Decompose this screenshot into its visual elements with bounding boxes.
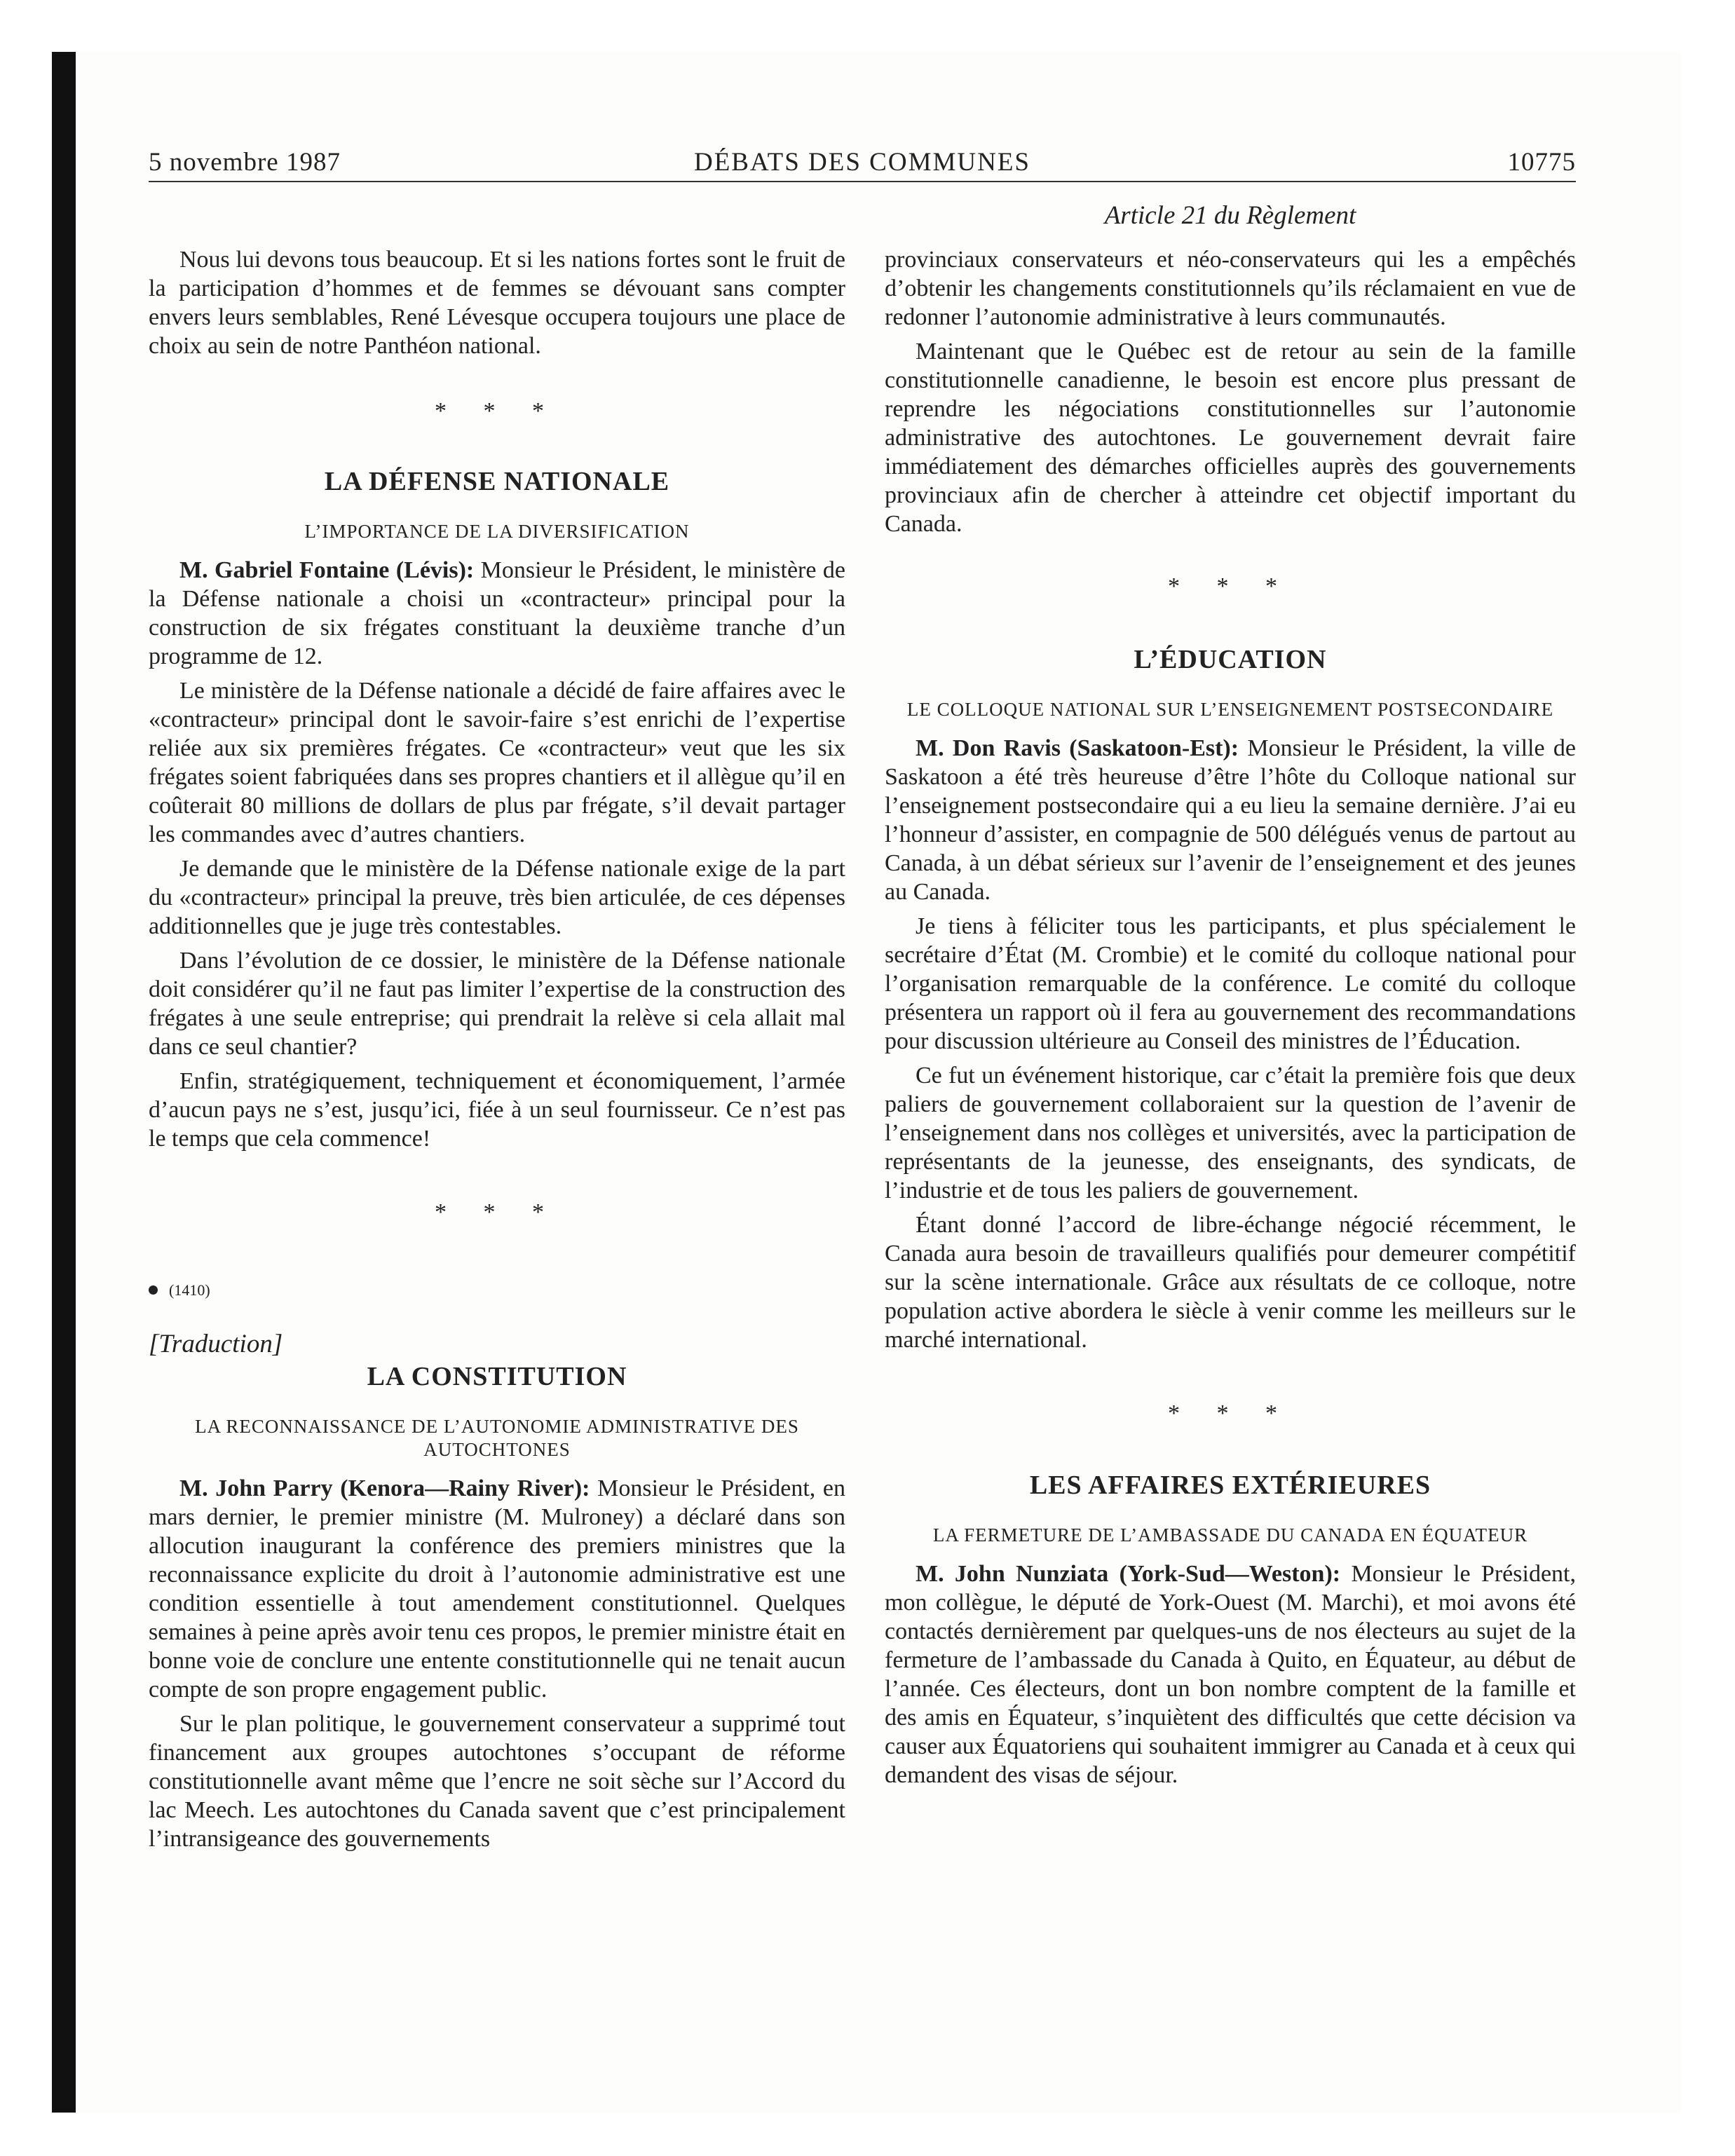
- speaker-name: M. Don Ravis (Saskatoon-Est):: [916, 735, 1239, 761]
- section-separator: * * *: [435, 398, 559, 424]
- section-title-education: L’ÉDUCATION: [1134, 645, 1327, 674]
- speech-paragraph: Ce fut un événement historique, car c’était la première fois que deux paliers de gouvernement collaboraient sur la question de l’avenir de l’enseignement dans nos collèges et universités, avec la participation de représentants de la jeunesse, des enseignants, des syndicats, de l’industrie et de tous les paliers de gouvernement.: [885, 1063, 1576, 1203]
- section-title-constitution: LA CONSTITUTION: [367, 1362, 627, 1391]
- speech-paragraph: Enfin, stratégiquement, techniquement et économiquement, l’armée d’aucun pays ne s’est, jusqu’ici, fiée à un seul fournisseur. Ce n’est pas le temps que cela commence!: [149, 1068, 845, 1152]
- header-page-number: 10775: [1507, 148, 1576, 177]
- translation-note: [Traduction]: [149, 1330, 283, 1358]
- speech-paragraph: M. Don Ravis (Saskatoon-Est): Monsieur le Président, la ville de Saskatoon a été très heureuse d’être l’hôte du Colloque national sur l’enseignement postsecondaire qui a eu lieu la semaine dernière. J’ai eu l’honneur d’assister, en compagnie de 500 délégués venus de partout au Canada, à un débat sérieux sur l’avenir de l’enseignement et des jeunes au Canada.: [885, 735, 1576, 905]
- time-marker: (1410): [149, 1276, 845, 1304]
- section-subtitle-education: LE COLLOQUE NATIONAL SUR L’ENSEIGNEMENT POSTSECONDAIRE: [906, 699, 1554, 720]
- page-header: [149, 147, 1576, 182]
- section-title-defense: LA DÉFENSE NATIONALE: [324, 467, 670, 496]
- speech-paragraph: M. Gabriel Fontaine (Lévis): Monsieur le Président, le ministère de la Défense nationale a choisi un «contracteur» principal pour la construction de six frégates constituant la deuxième tranche d’un programme de 12.: [149, 557, 845, 669]
- speech-paragraph: Je tiens à féliciter tous les participants, et plus spécialement le secrétaire d’État (M. Crombie) et le comité du colloque national pour l’organisation remarquable de la conférence. Le comité du colloque présentera un rapport où il fera au gouvernement des recommandations pour discussion ultérieure au Conseil des ministres de l’Éducation.: [885, 913, 1576, 1054]
- section-subtitle-defense: L’IMPORTANCE DE LA DIVERSIFICATION: [304, 521, 690, 542]
- section-separator: * * *: [435, 1199, 559, 1225]
- intro-paragraph: Nous lui devons tous beaucoup. Et si les nations fortes sont le fruit de la participation d’hommes et de femmes se dévouant sans compter envers leurs semblables, René Lévesque occupera toujours une place de choix au sein de notre Panthéon national.: [149, 247, 845, 359]
- speech-paragraph: Sur le plan politique, le gouvernement conservateur a supprimé tout financement aux groupes autochtones s’occupant de réforme constitutionnelle avant même que l’encre ne soit sèche sur l’Accord du lac Meech. Les autochtones du Canada savent que c’est principalement l’intransigeance des gouvernements: [149, 1711, 845, 1852]
- section-separator: * * *: [1168, 573, 1293, 599]
- header-date: 5 novembre 1987: [149, 148, 341, 177]
- speech-paragraph: M. John Nunziata (York-Sud—Weston): Monsieur le Président, mon collègue, le député de York-Ouest (M. Marchi), et moi avons été contactés dernièrement par quelques-uns de nos électeurs au sujet de la fermeture de l’ambassade du Canada à Quito, en Équateur, au début de l’année. Ces électeurs, dont un bon nombre comptent de la famille et des amis en Équateur, s’inquiètent des difficultés que cette décision va causer aux Équatoriens qui souhaitent immigrer au Canada et à ceux qui demandent des visas de séjour.: [885, 1561, 1576, 1788]
- right-column: [885, 245, 1576, 1795]
- speech-paragraph: Le ministère de la Défense nationale a décidé de faire affaires avec le «contracteur» principal dont le savoir-faire s’est enrichi de l’expertise reliée aux six premières frégates. Ce «contracteur» veut que les six frégates soient fabriquées dans ses propres chantiers et il allègue qu’il en coûterait 80 millions de dollars de plus par frégate, s’il devait partager les commandes avec d’autres chantiers.: [149, 678, 845, 847]
- speech-paragraph: Je demande que le ministère de la Défense nationale exige de la part du «contracteur» principal la preuve, très bien articulée, de ces dépenses additionnelles que je juge très contestables.: [149, 856, 845, 939]
- speaker-name: M. John Parry (Kenora—Rainy River):: [179, 1475, 590, 1501]
- section-subtitle-foreign-affairs: LA FERMETURE DE L’AMBASSADE DU CANADA EN ÉQUATEUR: [932, 1524, 1528, 1546]
- section-title-foreign-affairs: LES AFFAIRES EXTÉRIEURES: [1029, 1471, 1431, 1500]
- continued-paragraph: provinciaux conservateurs et néo-conservateurs qui les a empêchés d’obtenir les changements constitutionnels qu’ils réclamaient en vue de redonner l’autonomie administrative à leurs communautés.: [885, 247, 1576, 330]
- section-separator: * * *: [1168, 1400, 1293, 1426]
- scan-edge-bar: [52, 52, 76, 2113]
- speech-paragraph: Dans l’évolution de ce dossier, le ministère de la Défense nationale doit considérer qu’il ne faut pas limiter l’expertise de la construction des frégates à une seule entreprise; qui prendrait la relève si cela allait mal dans ce seul chantier?: [149, 948, 845, 1060]
- header-title: DÉBATS DES COMMUNES: [693, 148, 1030, 177]
- speech-paragraph: M. John Parry (Kenora—Rainy River): Monsieur le Président, en mars dernier, le premier ministre (M. Mulroney) a déclaré dans son allocution inaugurant la conférence des premiers ministres que la reconnaissance explicite du droit à l’autonomie administrative est une condition essentielle à tout amendement constitutionnel. Quelques semaines à peine après avoir tenu ces propos, le premier ministre était en bonne voie de conclure une entente constitutionnelle qui ne tenait aucun compte de son propre engagement public.: [149, 1475, 845, 1703]
- speaker-name: M. Gabriel Fontaine (Lévis):: [179, 557, 475, 583]
- section-subtitle-constitution: LA RECONNAISSANCE DE L’AUTONOMIE ADMINISTRATIVE DES AUTOCHTONES: [195, 1416, 799, 1460]
- speech-paragraph: Maintenant que le Québec est de retour au sein de la famille constitutionnelle canadienne, le besoin est encore plus pressant de reprendre les négociations constitutionnelles sur l’autonomie administrative des autochtones. Le gouvernement devrait faire immédiatement des démarches officielles auprès des gouvernements provinciaux afin de chercher à atteindre cet objectif important du Canada.: [885, 339, 1576, 537]
- left-column: [149, 245, 845, 1859]
- header-rule: [149, 181, 1576, 182]
- speech-paragraph: Étant donné l’accord de libre-échange négocié récemment, le Canada aura besoin de travailleurs qualifiés pour demeurer compétitif sur la scène internationale. Grâce aux résultats de ce colloque, notre population active abordera le siècle à venir comme les meilleurs sur le marché international.: [885, 1212, 1576, 1353]
- running-head: Article 21 du Règlement: [1104, 201, 1356, 230]
- speaker-name: M. John Nunziata (York-Sud—Weston):: [916, 1561, 1341, 1587]
- bullet-dot-icon: [149, 1285, 158, 1295]
